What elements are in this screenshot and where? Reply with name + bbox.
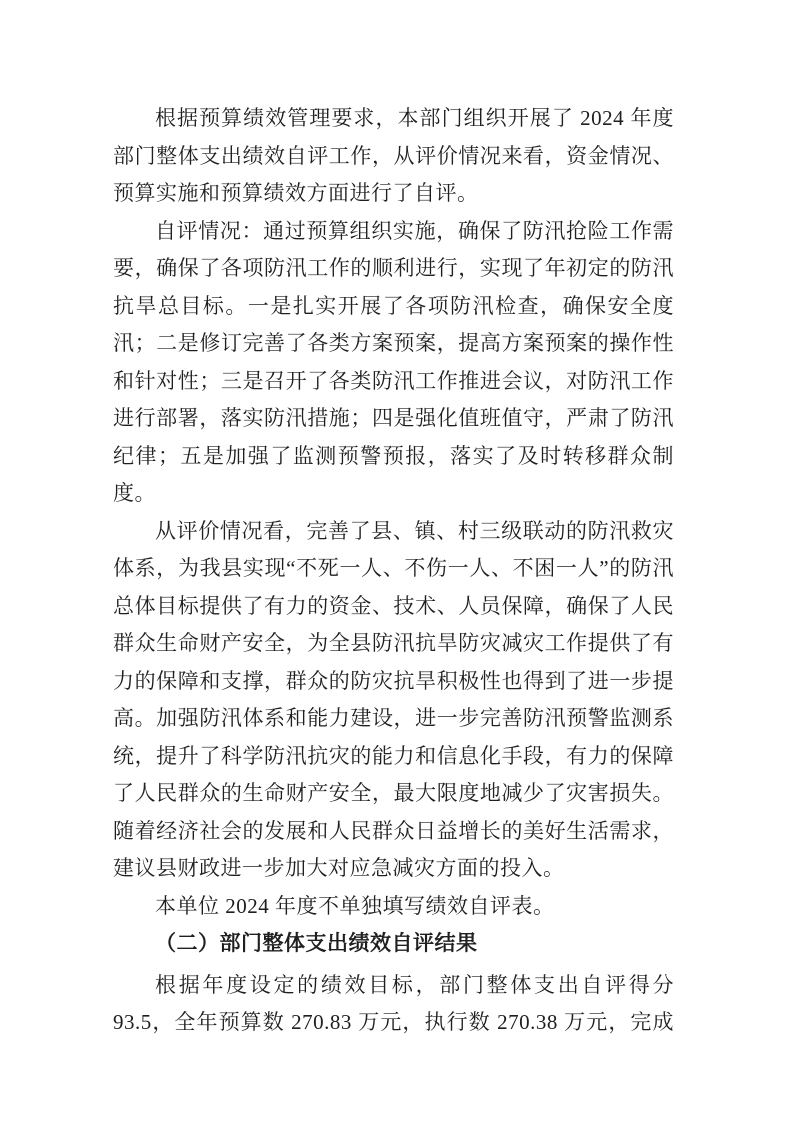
- paragraph-no-separate-form-note: 本单位 2024 年度不单独填写绩效自评表。: [155, 893, 555, 918]
- paragraph-self-evaluation: 自评情况：通过预算组织实施，确保了防汛抢险工作需要，确保了各项防汛工作的顺利进行，实现了年初定的防汛抗旱总目标。一是扎实开展了各项防汛检查，确保安全度汛；二是修订完善了各类方案预案，提高方案预案的操作性和针对性；三是召开了各类防汛工作推进会议，对防汛工作进行部署，落实防汛措施；四是强化值班值守，严肃了防汛纪律；五是加强了监测预警预报，落实了及时转移群众制度。: [113, 218, 674, 505]
- section-heading: （二）部门整体支出绩效自评结果: [155, 931, 478, 955]
- paragraph-score-summary: 根据年度设定的绩效目标，部门整体支出自评得分 93.5，全年预算数 270.83 万元，执行数 270.38 万元，完成: [113, 972, 674, 1034]
- paragraph-overview: 根据预算绩效管理要求，本部门组织开展了 2024 年度部门整体支出绩效自评工作，从评价情况来看，资金情况、预算实施和预算绩效方面进行了自评。: [113, 106, 674, 205]
- paragraph-evaluation-outcome: 从评价情况看，完善了县、镇、村三级联动的防汛救灾体系，为我县实现“不死一人、不伤一人、不困一人”的防汛总体目标提供了有力的资金、技术、人员保障，确保了人民群众生命财产安全，为全县防汛抗旱防灾减灾工作提供了有力的保障和支撑，群众的防灾抗旱积极性也得到了进一步提高。加强防汛体系和能力建设，进一步完善防汛预警监测系统，提升了科学防汛抗灾的能力和信息化手段，有力的保障了人民群众的生命财产安全，最大限度地减少了灾害损失。随着经济社会的发展和人民群众日益增长的美好生活需求，建议县财政进一步加大对应急减灾方面的投入。: [113, 518, 674, 880]
- page-content: [113, 100, 674, 1042]
